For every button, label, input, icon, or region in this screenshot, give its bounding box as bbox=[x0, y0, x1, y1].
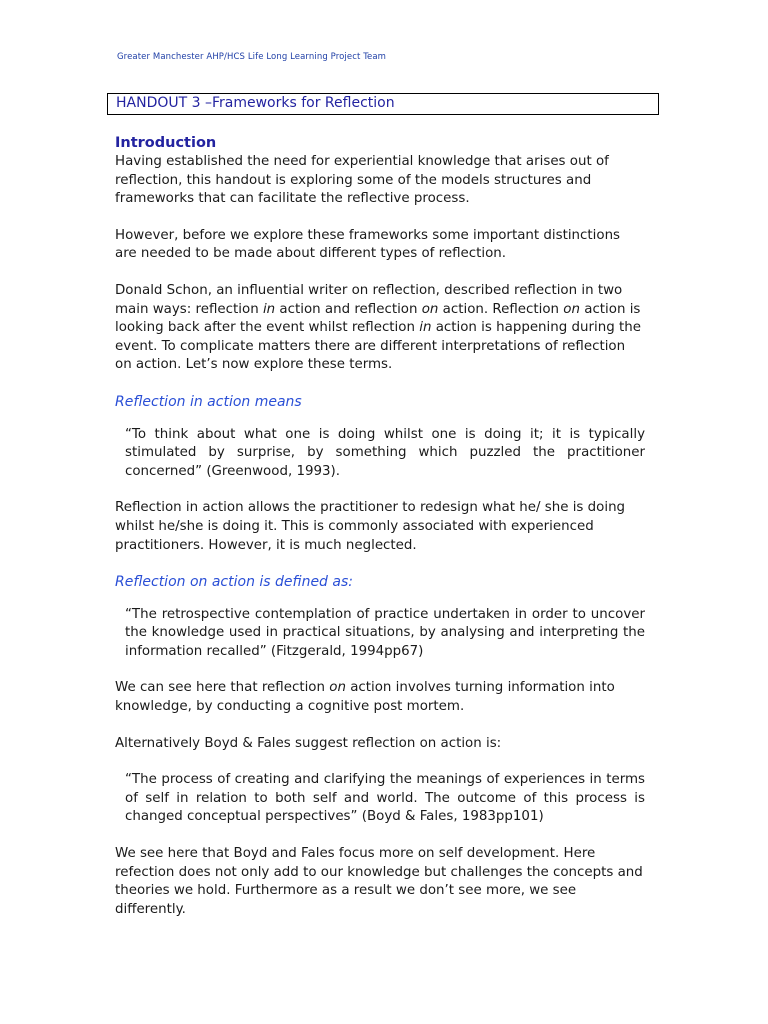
handout-title: HANDOUT 3 –Frameworks for Reflection bbox=[116, 95, 395, 111]
intro-paragraph-2: However, before we explore these frameworks some important distinctions are needed to be made about different types of reflection. bbox=[115, 227, 621, 262]
reflection-on-quote: “The retrospective contemplation of practice undertaken in order to uncover the knowledge used in practical situations, by analysing and interpreting the information recalled” (Fitzgerald, 1994pp67) bbox=[125, 606, 645, 659]
reflection-on-paragraph: We can see here that reflection on action involves turning information into knowledge, by conducting a cognitive post mortem. bbox=[115, 680, 615, 715]
intro-heading: Introduction bbox=[115, 135, 217, 151]
reflection-on-heading: Reflection on action is defined as: bbox=[115, 574, 353, 591]
intro-paragraph-3: Donald Schon, an influential writer on reflection, described reflection in two main ways: reflection in action and reflection on action. Reflection on action is looking back after the event whilst reflection in action is happening during the event. To complicate matters there are different interpretations of reflection on action. Let’s now explore these terms. bbox=[115, 282, 641, 373]
reflection-in-heading: Reflection in action means bbox=[115, 393, 302, 410]
boyd-fales-intro: Alternatively Boyd & Fales suggest reflection on action is: bbox=[115, 735, 502, 751]
reflection-in-quote: “To think about what one is doing whilst one is doing it; it is typically stimulated by surprise, by something which puzzled the practitioner concerned” (Greenwood, 1993). bbox=[125, 426, 645, 479]
intro-paragraph-1: Having established the need for experiential knowledge that arises out of reflection, this handout is exploring some of the models structures and frameworks that can facilitate the reflective process. bbox=[115, 154, 609, 207]
boyd-fales-quote: “The process of creating and clarifying the meanings of experiences in terms of self in relation to both self and world. The outcome of this process is changed conceptual perspectives” (Boyd & Fales, 1983pp101) bbox=[125, 772, 645, 825]
closing-paragraph: We see here that Boyd and Fales focus more on self development. Here refection does not only add to our knowledge but challenges the concepts and theories we hold. Furthermore as a result we don’t see more, we see differently. bbox=[115, 846, 643, 917]
handout-title-box bbox=[107, 93, 659, 115]
header-org-line: Greater Manchester AHP/HCS Life Long Learning Project Team bbox=[117, 52, 387, 62]
reflection-in-paragraph: Reflection in action allows the practitioner to redesign what he/ she is doing whilst he/she is doing it. This is commonly associated with experienced practitioners. However, it is much neglected. bbox=[115, 500, 626, 553]
document-body bbox=[115, 133, 645, 919]
